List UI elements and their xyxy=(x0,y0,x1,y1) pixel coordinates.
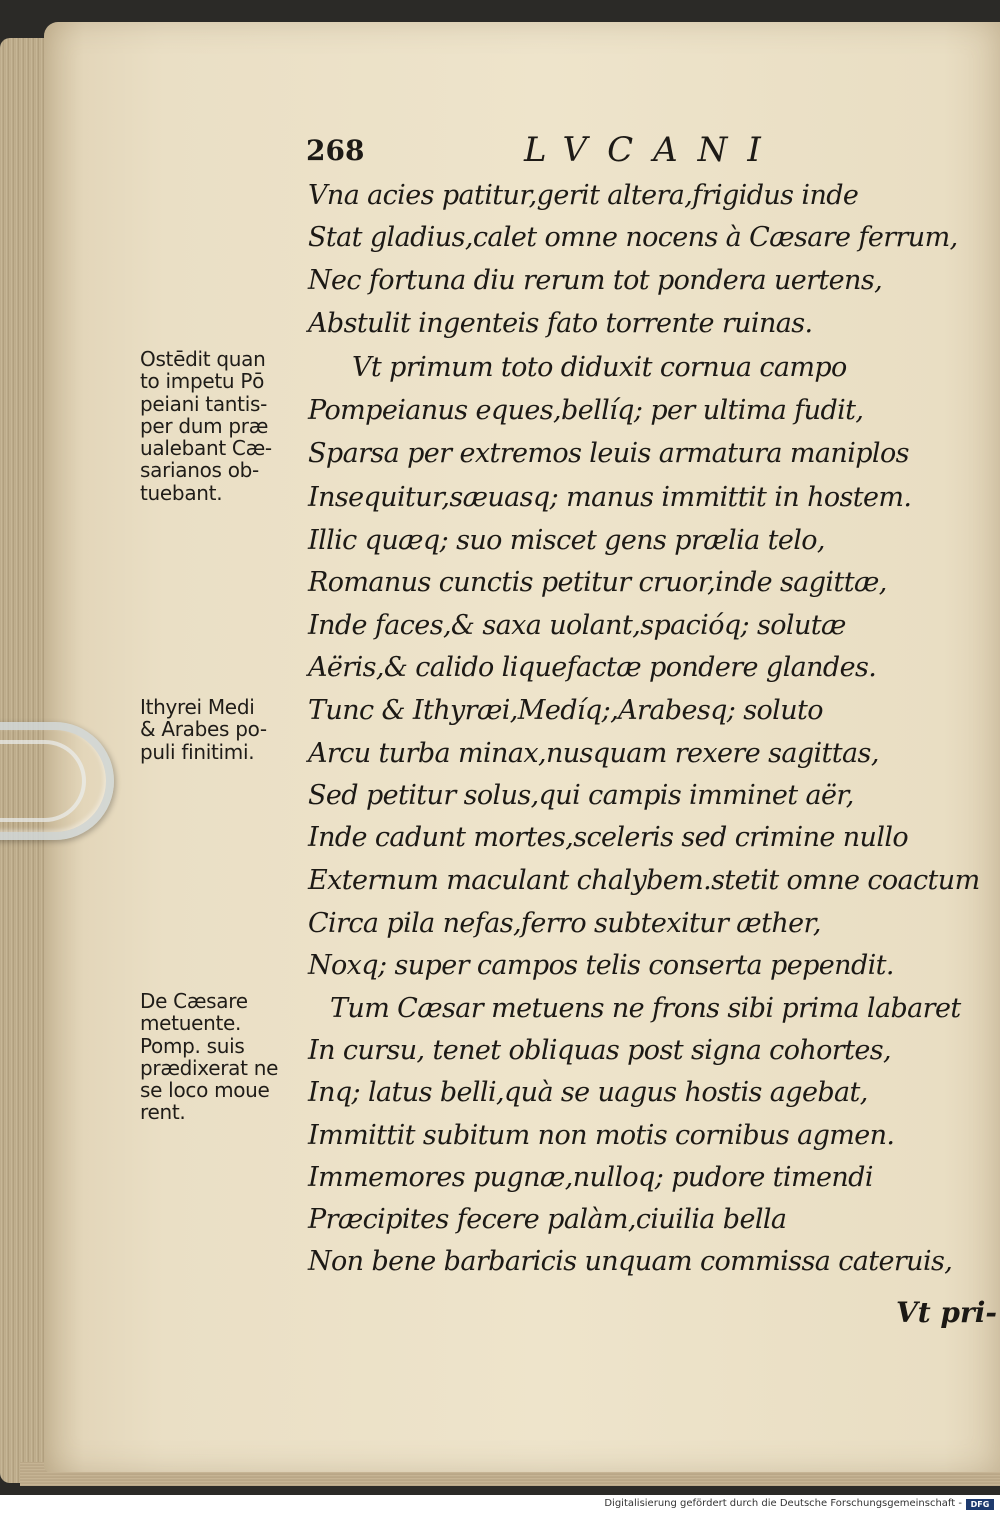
verse-line: Vna acies patitur,gerit altera,frigidus inde xyxy=(308,180,859,211)
verse-line: Sparsa per extremos leuis armatura maniplos xyxy=(308,438,909,469)
page-number: 268 xyxy=(306,134,365,167)
paper-clip-inner-loop xyxy=(0,740,86,822)
verse-line: Arcu turba minax,nusquam rexere sagittas, xyxy=(308,738,879,769)
running-title: LVCANI xyxy=(524,130,781,170)
verse-line: Abstulit ingenteis fato torrente ruinas. xyxy=(308,308,813,339)
verse-line: Præcipites fecere palàm,ciuilia bella xyxy=(308,1204,787,1235)
digitization-footer xyxy=(0,1495,1000,1515)
verse-line: Pompeianus eques,bellíq; per ultima fudit, xyxy=(308,395,864,426)
verse-line: In cursu, tenet obliquas post signa cohortes, xyxy=(308,1035,891,1066)
verse-line: Sed petitur solus,qui campis imminet aër, xyxy=(308,780,854,811)
marginal-gloss: Ithyrei Medi & Arabes po- puli finitimi. xyxy=(140,695,267,764)
verse-line: Circa pila nefas,ferro subtexitur æther, xyxy=(308,908,821,939)
catchword: Vt pri- xyxy=(896,1296,997,1329)
dfg-logo: DFG xyxy=(966,1499,994,1510)
verse-line: Tum Cæsar metuens ne frons sibi prima labaret xyxy=(330,993,961,1024)
verse-line: Immemores pugnæ,nulloq; pudore timendi xyxy=(308,1162,873,1193)
verse-line: Non bene barbaricis unquam commissa cateruis, xyxy=(308,1246,953,1277)
verse-line: Externum maculant chalybem.stetit omne coactum xyxy=(308,865,980,896)
verse-line: Aëris,& calido liquefactæ pondere glandes. xyxy=(308,652,877,683)
verse-line: Insequitur,sæuasq; manus immittit in hostem. xyxy=(308,482,912,513)
verse-line: Tunc & Ithyræi,Medíq;,Arabesq; soluto xyxy=(308,695,823,726)
verse-line: Inq; latus belli,quà se uagus hostis agebat, xyxy=(308,1077,868,1108)
verse-line: Immittit subitum non motis cornibus agmen. xyxy=(308,1120,895,1151)
verse-line: Nec fortuna diu rerum tot pondera uertens, xyxy=(308,265,883,296)
verse-line: Vt primum toto diduxit cornua campo xyxy=(352,352,847,383)
footer-credit: Digitalisierung gefördert durch die Deutsche Forschungsgemeinschaft - xyxy=(604,1498,962,1509)
verse-line: Illic quæq; suo miscet gens prælia telo, xyxy=(308,525,825,556)
verse-line: Romanus cunctis petitur cruor,inde sagittæ, xyxy=(308,567,887,598)
verse-line: Stat gladius,calet omne nocens à Cæsare ferrum, xyxy=(308,222,958,253)
verse-line: Noxq; super campos telis conserta pependit. xyxy=(308,950,894,981)
verse-line: Inde cadunt mortes,sceleris sed crimine nullo xyxy=(308,822,909,853)
marginal-gloss: De Cæsare metuente. Pomp. suis prædixerat ne se loco moue rent. xyxy=(140,989,279,1125)
marginal-gloss: Ostēdit quan to impetu Pō peiani tantis- per dum præ ualebant Cæ- sarianos ob- tuebant. xyxy=(140,347,272,505)
verse-line: Inde faces,& saxa uolant,spacióq; solutæ xyxy=(308,610,846,641)
